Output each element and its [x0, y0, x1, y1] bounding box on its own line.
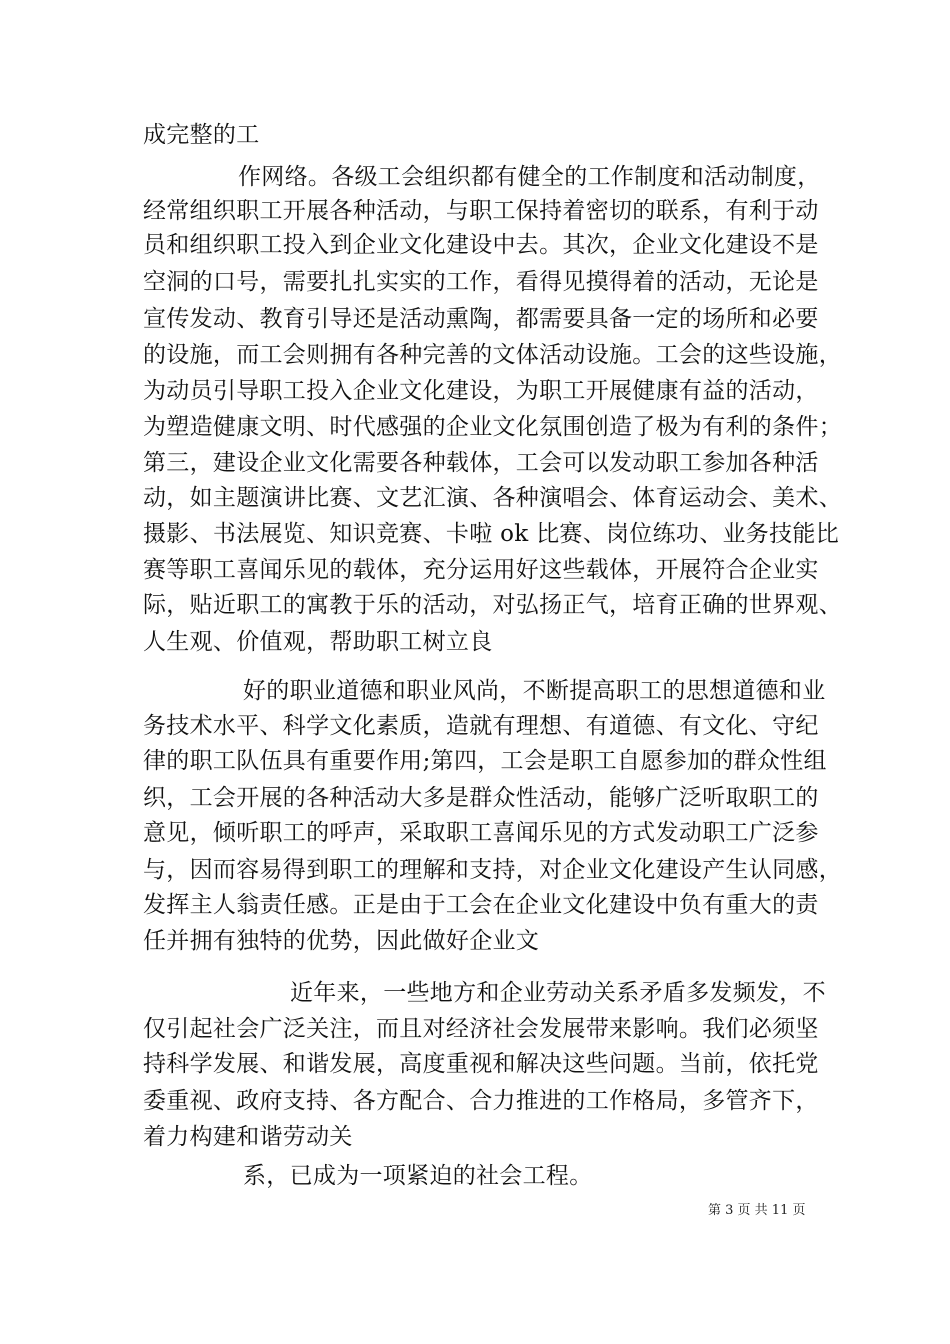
text-line: 任并拥有独特的优势，因此做好企业文	[143, 928, 540, 954]
text-line: 赛等职工喜闻乐见的载体，充分运用好这些载体，开展符合企业实	[143, 557, 819, 583]
text-line: 摄影、书法展览、知识竞赛、卡啦 ok 比赛、岗位练功、业务技能比	[143, 521, 840, 547]
text-line: 织，工会开展的各种活动大多是群众性活动，能够广泛听取职工的	[143, 785, 819, 811]
text-line: 律的职工队伍具有重要作用;第四，工会是职工自愿参加的群众性组	[143, 748, 827, 774]
text-line: 动，如主题演讲比赛、文艺汇演、各种演唱会、体育运动会、美术、	[143, 485, 842, 511]
text-line: 空洞的口号，需要扎扎实实的工作，看得见摸得着的活动，无论是	[143, 269, 819, 295]
text-line: 第三，建设企业文化需要各种载体，工会可以发动职工参加各种活	[143, 450, 819, 476]
text-line: 经常组织职工开展各种活动，与职工保持着密切的联系，有利于动	[143, 198, 819, 224]
text-line: 发挥主人翁责任感。正是由于工会在企业文化建设中负有重大的责	[143, 892, 819, 918]
text-line: 持科学发展、和谐发展，高度重视和解决这些问题。当前，依托党	[143, 1051, 819, 1077]
page-number: 第 3 页 共 11 页	[708, 1203, 806, 1218]
text-line: 委重视、政府支持、各方配合、合力推进的工作格局，多管齐下，	[143, 1088, 819, 1114]
text-line: 与，因而容易得到职工的理解和支持，对企业文化建设产生认同感，	[143, 857, 842, 883]
text-line: 为动员引导职工投入企业文化建设，为职工开展健康有益的活动，	[143, 378, 819, 404]
text-line: 务技术水平、科学文化素质，造就有理想、有道德、有文化、守纪	[143, 713, 819, 739]
text-line: 际，贴近职工的寓教于乐的活动，对弘扬正气，培育正确的世界观、	[143, 592, 842, 618]
text-line: 仅引起社会广泛关注，而且对经济社会发展带来影响。我们必须坚	[143, 1016, 819, 1042]
text-line: 的设施，而工会则拥有各种完善的文体活动设施。工会的这些设施，	[143, 342, 842, 368]
text-line: 系，已成为一项紧迫的社会工程。	[243, 1163, 593, 1189]
text-line: 好的职业道德和职业风尚，不断提高职工的思想道德和业	[243, 678, 826, 704]
text-line: 宣传发动、教育引导还是活动熏陶，都需要具备一定的场所和必要	[143, 306, 819, 332]
text-line: 近年来，一些地方和企业劳动关系矛盾多发频发，不	[290, 980, 826, 1006]
text-line: 人生观、价值观，帮助职工树立良	[143, 629, 493, 655]
text-line: 作网络。各级工会组织都有健全的工作制度和活动制度，	[238, 164, 821, 190]
text-line: 意见，倾听职工的呼声，采取职工喜闻乐见的方式发动职工广泛参	[143, 820, 819, 846]
text-line: 着力构建和谐劳动关	[143, 1124, 353, 1150]
text-line: 成完整的工	[143, 122, 260, 148]
text-line: 为塑造健康文明、时代感强的企业文化氛围创造了极为有利的条件；	[143, 414, 842, 440]
text-line: 员和组织职工投入到企业文化建设中去。其次，企业文化建设不是	[143, 232, 819, 258]
